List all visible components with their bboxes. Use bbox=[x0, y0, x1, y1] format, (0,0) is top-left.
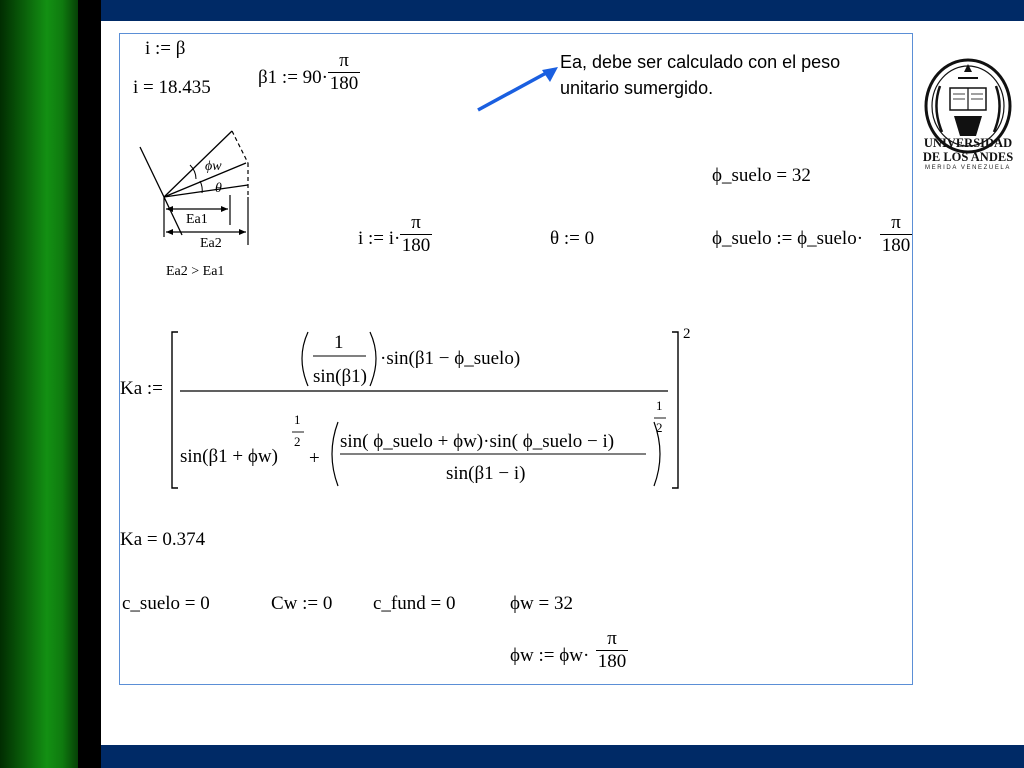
note-line-2: unitario sumergido. bbox=[560, 78, 714, 98]
label-phiw: ϕw bbox=[205, 159, 222, 174]
wall-pressure-diagram bbox=[130, 125, 260, 285]
university-name bbox=[918, 136, 1018, 164]
ka-inner-den: sin(β1 − i) bbox=[446, 463, 526, 484]
eq-theta-def: θ := 0 bbox=[550, 228, 595, 249]
frac-den: 180 bbox=[329, 73, 359, 94]
ka-half-den-right: 2 bbox=[656, 420, 663, 435]
label-theta: θ bbox=[215, 181, 222, 196]
frac-num: π bbox=[607, 628, 617, 649]
left-green-bar bbox=[0, 0, 78, 768]
eq-phiw-rad-lhs: ϕw := ϕw· bbox=[510, 645, 590, 666]
frac-num: π bbox=[411, 212, 421, 233]
label-ea1: Ea1 bbox=[186, 212, 208, 227]
frac-beta1 bbox=[328, 50, 360, 95]
frac-phiw-rad bbox=[596, 628, 628, 673]
university-subtitle: MERIDA VENEZUELA bbox=[925, 165, 1011, 171]
frac-den: 180 bbox=[881, 235, 911, 256]
eq-ka-value: Ka = 0.374 bbox=[120, 529, 206, 550]
label-ea2: Ea2 bbox=[200, 236, 222, 251]
frac-num: π bbox=[339, 50, 349, 71]
ka-half-num-left: 1 bbox=[294, 412, 301, 427]
eq-i-value: i = 18.435 bbox=[133, 77, 211, 98]
ka-num-one: 1 bbox=[334, 332, 344, 353]
ka-square-exponent: 2 bbox=[683, 326, 691, 342]
eq-phi-suelo-value: ϕ_suelo = 32 bbox=[712, 165, 811, 186]
frac-den: 180 bbox=[401, 235, 431, 256]
left-black-bar bbox=[78, 0, 101, 768]
eq-ka-lhs: Ka := bbox=[120, 378, 163, 399]
ka-num-sin-term: ·sin(β1 − ϕ_suelo) bbox=[380, 348, 521, 369]
eq-c-suelo: c_suelo = 0 bbox=[122, 593, 210, 614]
eq-phiw-value: ϕw = 32 bbox=[510, 593, 573, 614]
ka-inner-num: sin( ϕ_suelo + ϕw)·sin( ϕ_suelo − i) bbox=[340, 431, 615, 452]
diagram-caption: Ea2 > Ea1 bbox=[166, 264, 225, 279]
ka-den-plus: + bbox=[309, 448, 320, 469]
ka-half-den-left: 2 bbox=[294, 434, 301, 449]
university-name-line-2: DE LOS ANDES bbox=[922, 150, 1014, 164]
eq-i-def: i := β bbox=[145, 38, 186, 59]
frac-i-rad bbox=[400, 212, 432, 257]
eq-phi-suelo-rad-lhs: ϕ_suelo := ϕ_suelo· bbox=[712, 228, 864, 249]
eq-cw: Cw := 0 bbox=[271, 593, 333, 614]
eq-c-fund: c_fund = 0 bbox=[373, 593, 456, 614]
frac-phi-suelo-rad bbox=[880, 212, 912, 257]
university-name-line-1: UNIVERSIDAD bbox=[923, 136, 1013, 150]
ka-den-left: sin(β1 + ϕw) bbox=[180, 446, 278, 467]
arrow-icon bbox=[470, 60, 565, 116]
frac-num: π bbox=[891, 212, 901, 233]
ka-num-sinb1: sin(β1) bbox=[313, 366, 367, 387]
ka-half-num-right: 1 bbox=[656, 398, 663, 413]
frac-den: 180 bbox=[597, 651, 627, 672]
eq-i-rad-lhs: i := i· bbox=[358, 228, 401, 249]
top-navy-band bbox=[101, 0, 1024, 21]
bottom-navy-band bbox=[101, 745, 1024, 768]
eq-beta1-lhs: β1 := 90· bbox=[258, 67, 328, 88]
note-line-1: Ea, debe ser calculado con el peso bbox=[560, 52, 841, 72]
